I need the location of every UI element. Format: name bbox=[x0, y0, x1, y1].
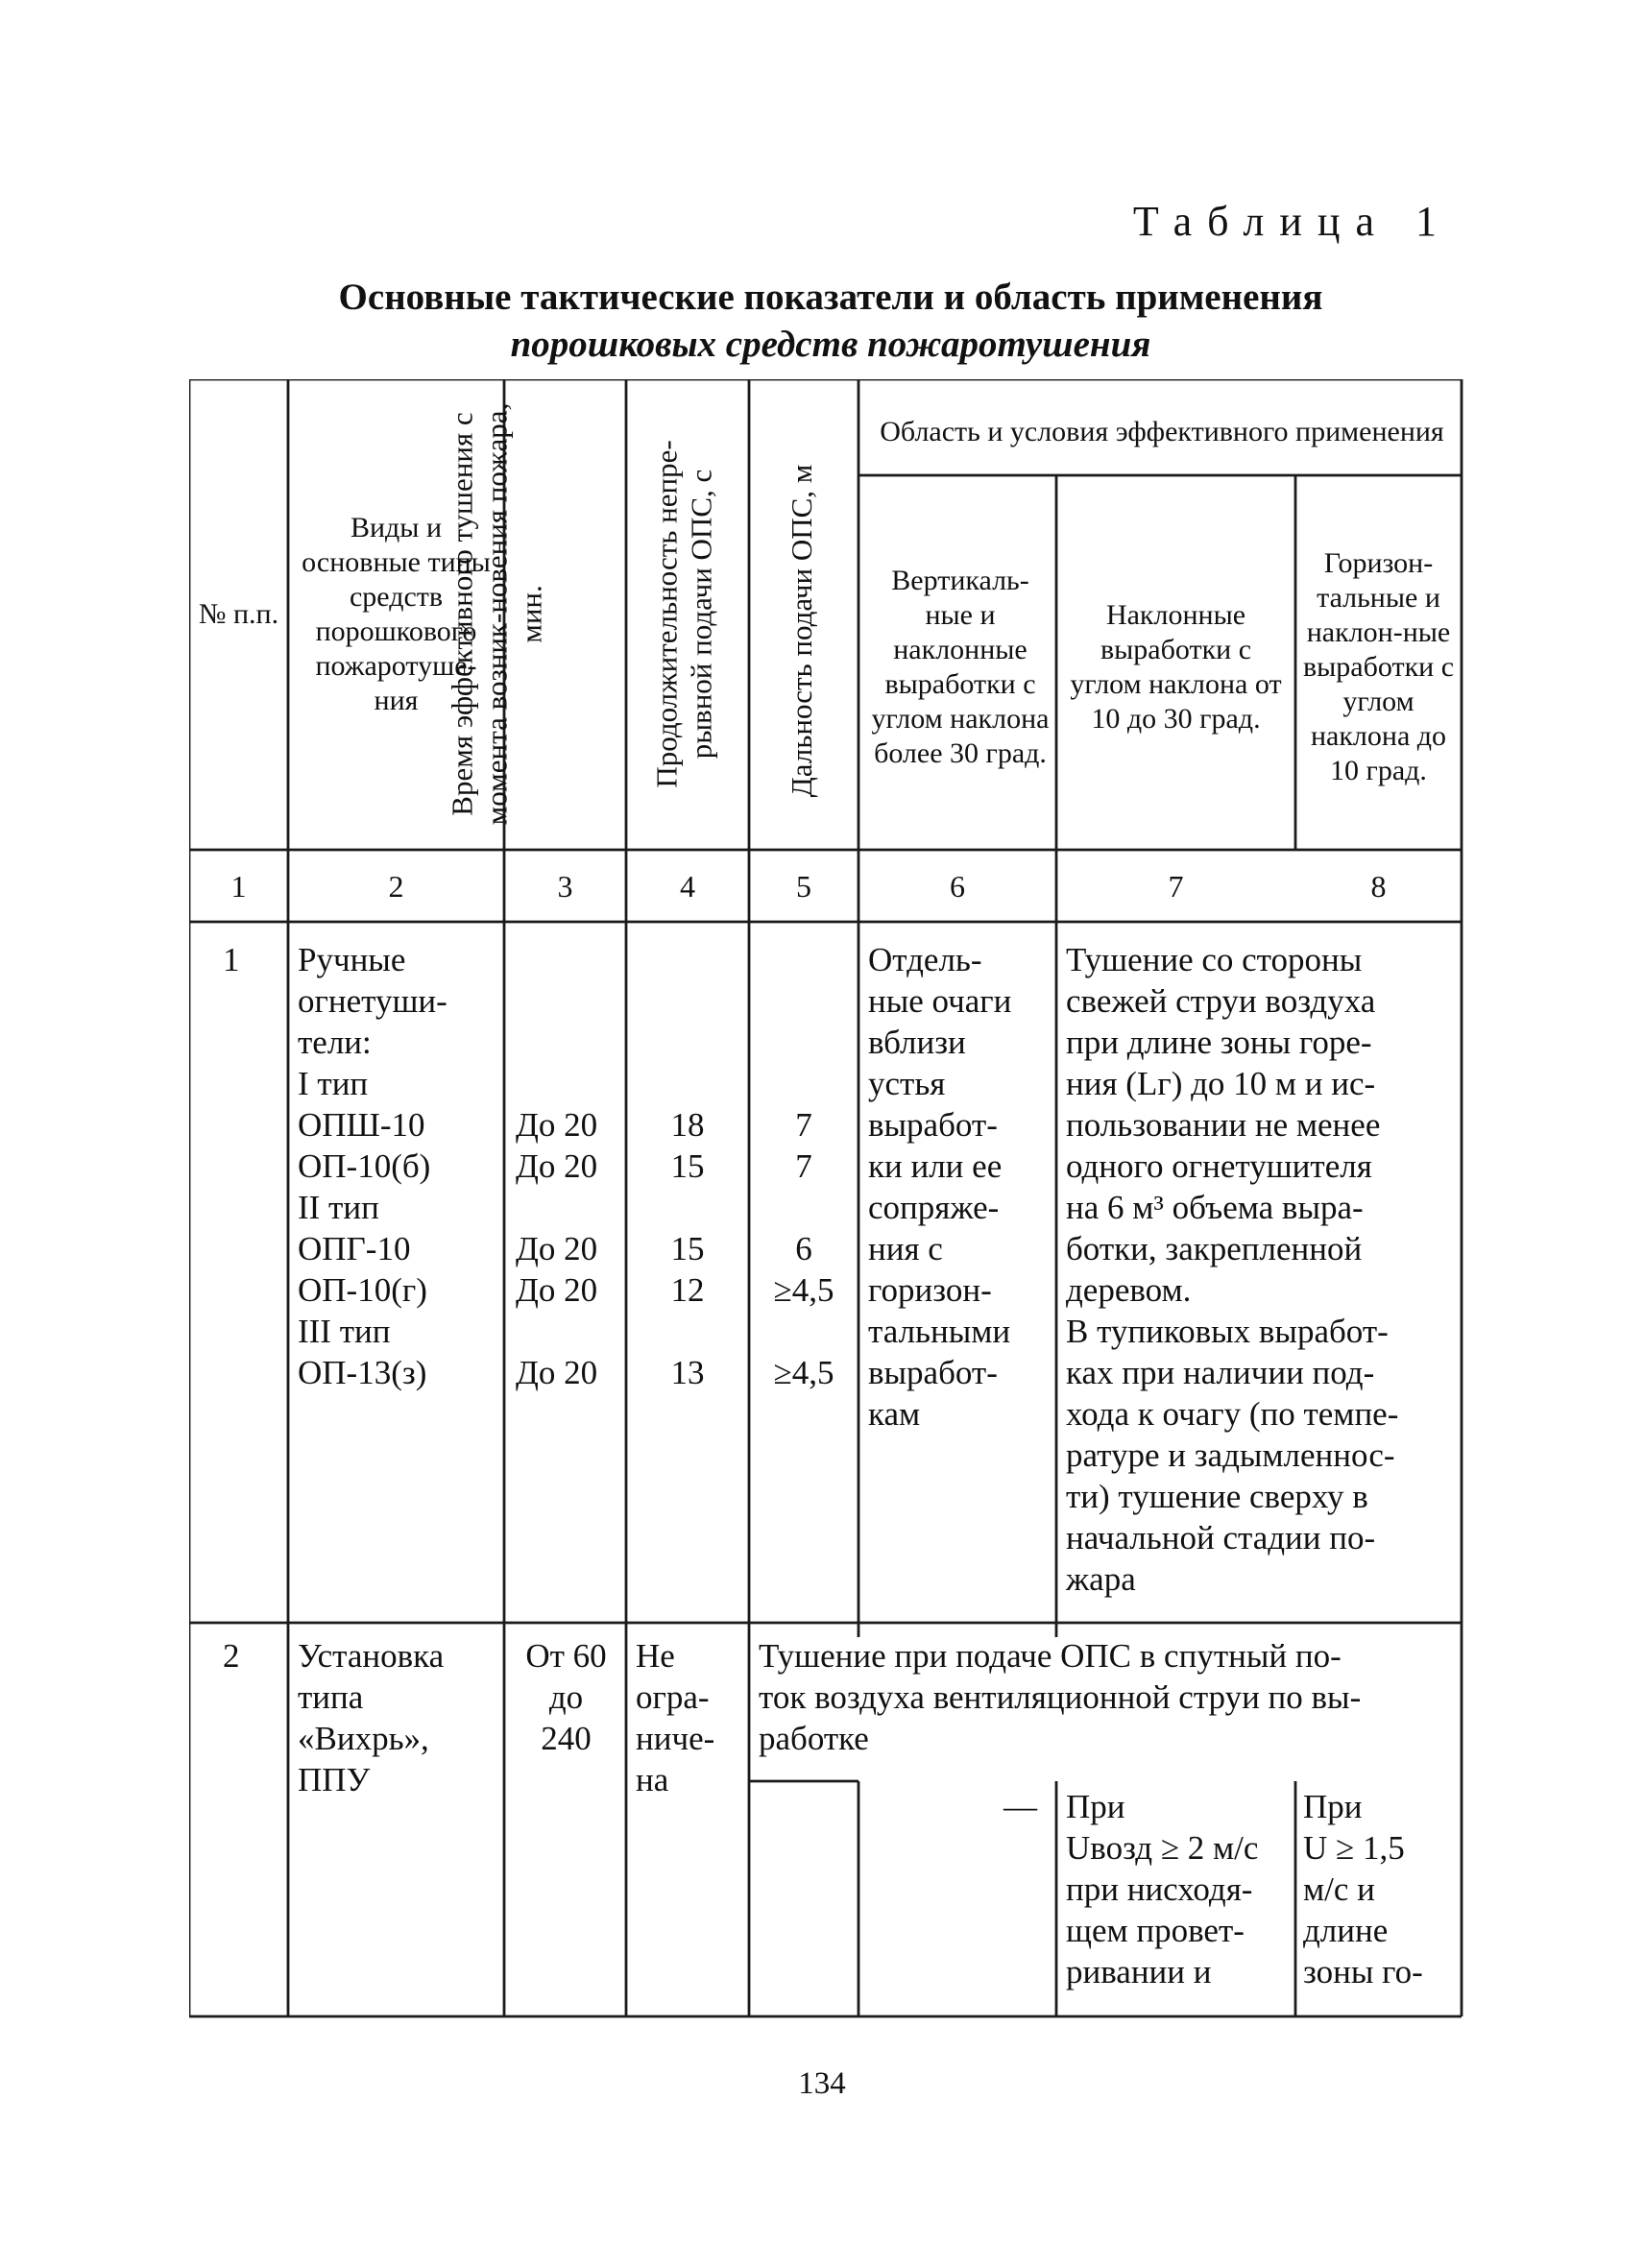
row1-time-5: До 20 bbox=[516, 1354, 598, 1391]
title-line-1: Основные тактические показатели и область применения bbox=[338, 277, 1323, 318]
row1-col6-line: горизон- bbox=[868, 1271, 992, 1309]
row2-type-line: ППУ bbox=[298, 1761, 371, 1798]
colnum-5: 5 bbox=[796, 869, 811, 904]
row2-col8 bbox=[1303, 1786, 1457, 1992]
row2-col7-line: ривании и bbox=[1066, 1953, 1212, 1991]
row2-col7-line: щем провет- bbox=[1066, 1912, 1245, 1949]
header-col-5: Дальность подачи ОПС, м bbox=[785, 464, 818, 798]
row2-col7-line: при нисходя- bbox=[1066, 1870, 1253, 1908]
row1-type-line: ОПГ-10 bbox=[298, 1230, 411, 1267]
row1-col78-line: Тушение со стороны bbox=[1066, 941, 1363, 978]
row2-time-line: до bbox=[548, 1678, 584, 1716]
row1-col78-line: ках при наличии под- bbox=[1066, 1354, 1375, 1391]
header-col-6: Вертикаль-ные и наклонные выработки с углом наклона более 30 град. bbox=[871, 565, 1050, 769]
row1-type-line: III тип bbox=[298, 1313, 391, 1350]
row1-col78 bbox=[1066, 939, 1455, 1600]
row1-time-3: До 20 bbox=[516, 1230, 598, 1267]
header-col-3: Время эффективного тушения с момента возник-новения пожара, мин. bbox=[445, 402, 547, 826]
row1-type-line: II тип bbox=[298, 1189, 379, 1226]
row1-col78-line: свежей струи воздуха bbox=[1066, 982, 1376, 1020]
row1-time-2: До 20 bbox=[516, 1147, 598, 1185]
row1-col78-line: на 6 м³ объема выра- bbox=[1066, 1189, 1364, 1226]
colnum-8: 8 bbox=[1370, 869, 1387, 904]
row1-type-line: ОП-13(з) bbox=[298, 1354, 427, 1391]
colnum-7: 7 bbox=[1168, 869, 1184, 904]
row1-col78-line: начальной стадии по- bbox=[1066, 1519, 1376, 1556]
row2-col8-line: м/с и bbox=[1303, 1870, 1375, 1908]
row1-col6-line: выработ- bbox=[868, 1106, 998, 1144]
row2-duration-line: на bbox=[636, 1761, 669, 1798]
header-col-2: Виды и основные типы средств порошкового пожаротуше-ния bbox=[302, 512, 491, 716]
row1-col6-line: сопряже- bbox=[868, 1189, 1000, 1226]
title-line-2: порошковых средств пожаротушения bbox=[510, 324, 1151, 365]
page-number: 134 bbox=[798, 2066, 846, 2101]
row2-col8-line: U ≥ 1,5 bbox=[1303, 1829, 1405, 1867]
row2-duration-line: Не bbox=[636, 1637, 675, 1675]
header-col-1: № п.п. bbox=[198, 598, 279, 630]
row2-type-line: Установка bbox=[298, 1637, 445, 1675]
row1-distance-5: ≥4,5 bbox=[773, 1354, 834, 1391]
row1-col78-line: ния (Lг) до 10 м и ис- bbox=[1066, 1065, 1376, 1102]
row2-time-line: От 60 bbox=[525, 1637, 607, 1675]
row1-col78-line: одного огнетушителя bbox=[1066, 1147, 1372, 1185]
row1-type-line: I тип bbox=[298, 1065, 369, 1102]
header-col-4: Продолжительность непре-рывной подачи ОПС, с bbox=[649, 440, 717, 788]
row2-col7 bbox=[1066, 1786, 1291, 1992]
colnum-4: 4 bbox=[680, 869, 695, 904]
row2-type-line: «Вихрь», bbox=[298, 1720, 429, 1757]
row1-duration-4: 12 bbox=[670, 1271, 705, 1309]
colnum-6: 6 bbox=[950, 869, 965, 904]
row2-span-line: ток воздуха вентиляционной струи по вы- bbox=[759, 1678, 1362, 1716]
row1-distance-3: 6 bbox=[795, 1230, 812, 1267]
row1-col78-line: В тупиковых выработ- bbox=[1066, 1313, 1389, 1350]
row1-type-line: огнетуши- bbox=[298, 982, 447, 1020]
row2-time bbox=[506, 1635, 626, 1759]
row1-col6-line: вблизи bbox=[868, 1024, 966, 1061]
row1-duration-1: 18 bbox=[670, 1106, 705, 1144]
row1-col6-line: кам bbox=[868, 1395, 921, 1433]
row1-number: 1 bbox=[223, 941, 240, 978]
row1-col6 bbox=[868, 939, 1056, 1435]
row1-distance-4: ≥4,5 bbox=[773, 1271, 834, 1309]
row1-type-line: Ручные bbox=[298, 941, 406, 978]
row2-col7-line: Uвозд ≥ 2 м/с bbox=[1066, 1829, 1259, 1867]
header-col-7: Наклонные выработки с углом наклона от 10 до 30 град. bbox=[1070, 599, 1282, 735]
row1-types bbox=[298, 939, 504, 1393]
row1-col78-line: хода к очагу (по темпе- bbox=[1066, 1395, 1399, 1433]
row2-duration-line: ниче- bbox=[636, 1720, 715, 1757]
row1-col78-line: ти) тушение сверху в bbox=[1066, 1478, 1368, 1515]
row1-duration-5: 13 bbox=[670, 1354, 705, 1391]
row1-col78-line: деревом. bbox=[1066, 1271, 1192, 1309]
row2-col6: — bbox=[1003, 1788, 1037, 1825]
row1-type-line: ОП-10(б) bbox=[298, 1147, 431, 1185]
row1-duration-2: 15 bbox=[670, 1147, 705, 1185]
row1-col6-line: тальными bbox=[868, 1313, 1011, 1350]
row1-time-1: До 20 bbox=[516, 1106, 598, 1144]
row1-col6-line: ки или ее bbox=[868, 1147, 1003, 1185]
row1-col6-line: выработ- bbox=[868, 1354, 998, 1391]
row1-type-line: ОП-10(г) bbox=[298, 1271, 427, 1309]
row1-col78-line: жара bbox=[1066, 1560, 1136, 1598]
colnum-1: 1 bbox=[230, 869, 247, 904]
row1-col6-line: Отдель- bbox=[868, 941, 982, 978]
row1-type-line: ОПШ-10 bbox=[298, 1106, 425, 1144]
row1-distance-1: 7 bbox=[795, 1106, 812, 1144]
row2-col8-line: длине bbox=[1303, 1912, 1389, 1949]
row2-span-line: Тушение при подаче ОПС в спутный по- bbox=[759, 1637, 1342, 1675]
row2-duration bbox=[636, 1635, 749, 1800]
row1-col6-line: ные очаги bbox=[868, 982, 1012, 1020]
table-number: Таблица 1 bbox=[1132, 198, 1452, 245]
row2-types bbox=[298, 1635, 504, 1800]
row1-duration-3: 15 bbox=[670, 1230, 705, 1267]
colnum-2: 2 bbox=[388, 869, 404, 904]
row2-span-text bbox=[759, 1635, 1455, 1759]
row1-col78-line: ботки, закрепленной bbox=[1066, 1230, 1363, 1267]
row2-col7-line: При bbox=[1066, 1788, 1125, 1825]
row1-col6-line: ния с bbox=[868, 1230, 943, 1267]
table-title bbox=[187, 274, 1474, 368]
row1-time-4: До 20 bbox=[516, 1271, 598, 1309]
header-col-8: Горизон-тальные и наклон-ные выработки с углом наклона до 10 град. bbox=[1302, 547, 1455, 786]
colnum-3: 3 bbox=[557, 869, 573, 904]
row1-col78-line: ратуре и задымленнос- bbox=[1066, 1436, 1395, 1474]
row2-duration-line: огра- bbox=[636, 1678, 710, 1716]
header-group: Область и условия эффективного применения bbox=[880, 416, 1444, 447]
row2-type-line: типа bbox=[298, 1678, 364, 1716]
row2-col8-line: зоны го- bbox=[1303, 1953, 1423, 1991]
row1-distance-2: 7 bbox=[795, 1147, 812, 1185]
row2-number: 2 bbox=[223, 1637, 240, 1675]
row1-type-line: тели: bbox=[298, 1024, 372, 1061]
row1-col78-line: при длине зоны горе- bbox=[1066, 1024, 1372, 1061]
row2-time-line: 240 bbox=[541, 1720, 592, 1757]
row1-col6-line: устья bbox=[868, 1065, 946, 1102]
row2-col8-line: При bbox=[1303, 1788, 1363, 1825]
row1-col78-line: пользовании не менее bbox=[1066, 1106, 1381, 1144]
row2-span-line: работке bbox=[759, 1720, 869, 1757]
